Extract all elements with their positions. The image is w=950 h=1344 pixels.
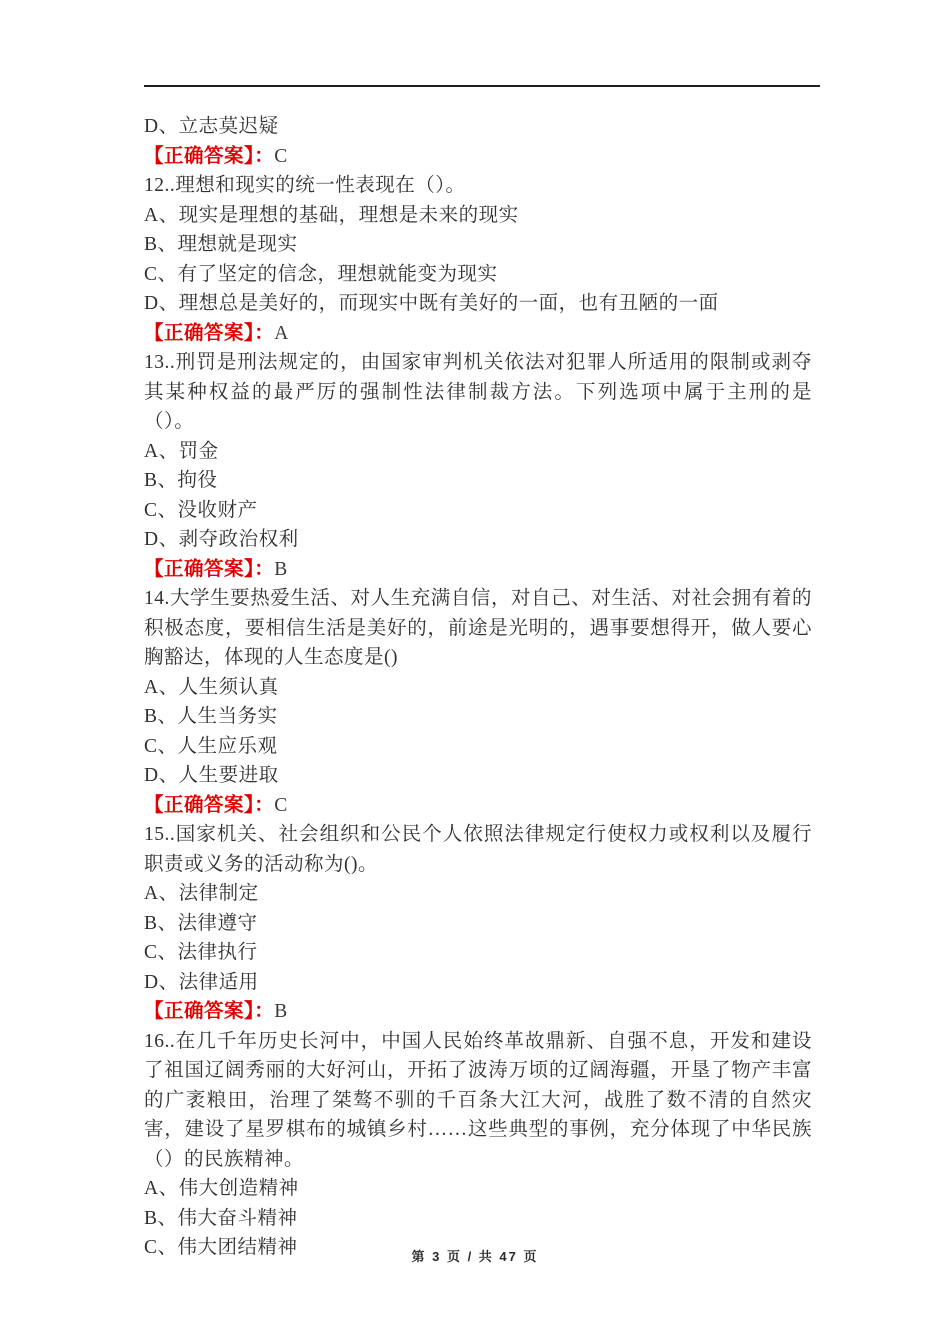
option: C、人生应乐观 bbox=[144, 735, 278, 757]
answer-label: 【正确答案】： bbox=[144, 1001, 275, 1022]
document-body bbox=[144, 112, 812, 1263]
answer-label: 【正确答案】： bbox=[144, 558, 275, 580]
option: B、拘役 bbox=[144, 470, 218, 491]
question-stem: 16..在几千年历史长河中，中国人民始终革故鼎新、自强不息，开发和建设了祖国辽阔秀丽的大好河山，开拓了波涛万顷的辽阔海疆，开垦了物产丰富的广袤粮田，治理了桀骜不驯的千百条大江大河，战胜了数不清的自然灾害，建设了星罗棋布的城镇乡村……这些典型的事例，充分体现了中华民族（）的民族精神。 bbox=[144, 1030, 812, 1170]
option: B、伟大奋斗精神 bbox=[144, 1207, 298, 1229]
option: C、伟大团结精神 bbox=[144, 1237, 298, 1258]
option: A、现实是理想的基础，理想是未来的现实 bbox=[144, 204, 519, 226]
option: C、没收财产 bbox=[144, 499, 258, 521]
answer-line bbox=[144, 997, 812, 1027]
answer-value: B bbox=[274, 558, 288, 580]
question-stem: 12..理想和现实的统一性表现在（）。 bbox=[144, 175, 466, 196]
answer-label: 【正确答案】： bbox=[144, 322, 275, 344]
option: C、法律执行 bbox=[144, 942, 258, 963]
option: A、人生须认真 bbox=[144, 676, 279, 698]
option: D、法律适用 bbox=[144, 971, 259, 993]
answer-value: A bbox=[274, 322, 289, 344]
answer-label: 【正确答案】： bbox=[144, 794, 275, 816]
answer-value: C bbox=[274, 145, 288, 167]
answer-value: B bbox=[274, 1001, 288, 1022]
answer-line bbox=[144, 555, 812, 585]
header-divider bbox=[144, 85, 820, 87]
option: D、立志莫迟疑 bbox=[144, 116, 279, 137]
answer-value: C bbox=[274, 794, 288, 816]
option: B、理想就是现实 bbox=[144, 234, 298, 255]
answer-line bbox=[144, 791, 812, 821]
option: B、法律遵守 bbox=[144, 912, 258, 934]
answer-label: 【正确答案】： bbox=[144, 145, 275, 167]
question-stem: 13..刑罚是刑法规定的，由国家审判机关依法对犯罪人所适用的限制或剥夺其某种权益的最严厉的强制性法律制裁方法。下列选项中属于主刑的是（）。 bbox=[144, 352, 812, 432]
answer-line bbox=[144, 142, 812, 172]
option: D、人生要进取 bbox=[144, 765, 279, 786]
option: D、剥夺政治权利 bbox=[144, 529, 299, 550]
option: C、有了坚定的信念，理想就能变为现实 bbox=[144, 263, 498, 285]
option: A、法律制定 bbox=[144, 883, 259, 904]
option: A、伟大创造精神 bbox=[144, 1178, 299, 1199]
option: A、罚金 bbox=[144, 440, 219, 462]
question-stem: 15..国家机关、社会组织和公民个人依照法律规定行使权力或权利以及履行职责或义务的活动称为()。 bbox=[144, 824, 812, 875]
question-stem: 14.大学生要热爱生活、对人生充满自信，对自己、对生活、对社会拥有着的积极态度，要相信生活是美好的，前途是光明的，遇事要想得开，做人要心胸豁达，体现的人生态度是() bbox=[144, 588, 812, 668]
option: D、理想总是美好的，而现实中既有美好的一面，也有丑陋的一面 bbox=[144, 293, 719, 314]
option: B、人生当务实 bbox=[144, 706, 278, 727]
answer-line bbox=[144, 319, 812, 349]
page-number-footer: 第 3 页 / 共 47 页 bbox=[411, 1249, 539, 1264]
